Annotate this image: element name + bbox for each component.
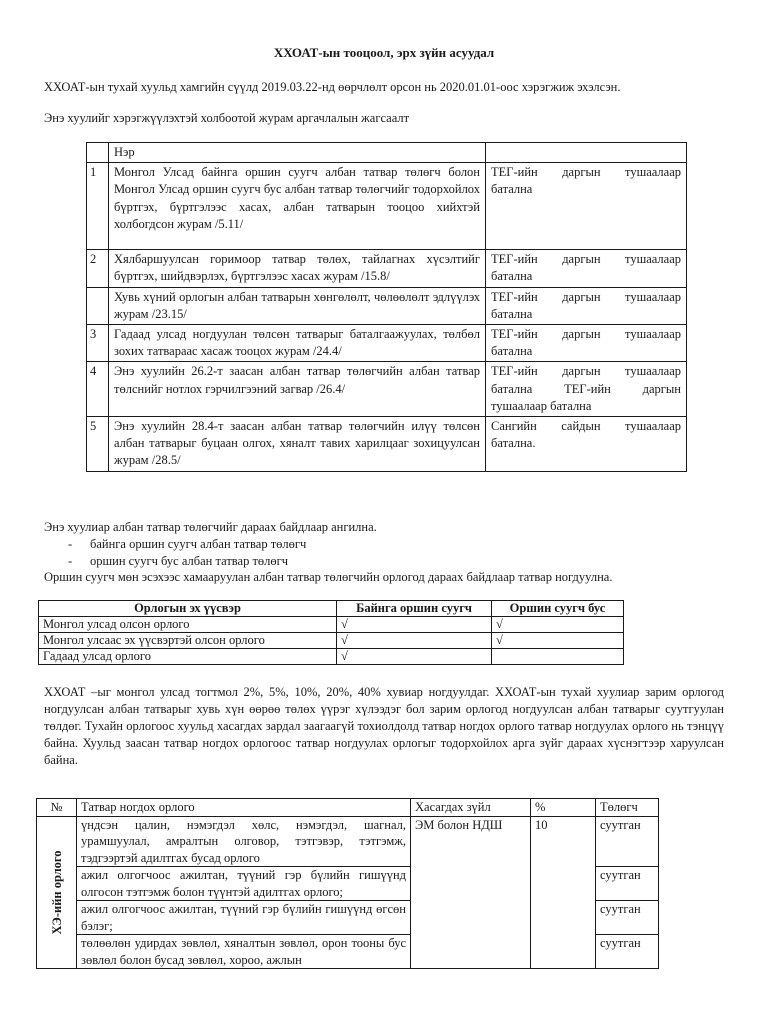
table-row bbox=[87, 325, 687, 362]
table-row bbox=[87, 362, 687, 417]
column-header-payer: Төлөгч bbox=[596, 799, 659, 817]
column-header-non-resident: Оршин суугч бус bbox=[492, 601, 624, 617]
approval-authority: ТЕГ-ийн даргын тушаалаар батална bbox=[486, 287, 687, 324]
payer-cell: суутган bbox=[596, 867, 659, 901]
table-row bbox=[87, 287, 687, 324]
approval-authority: ТЕГ-ийн даргын тушаалаар батална ТЕГ-ийн даргын тушаалаар батална bbox=[486, 362, 687, 417]
table-row bbox=[39, 633, 624, 649]
income-description: ажил олгогчоос ажилтан, түүний гэр бүлийн гишүүнд өгсөн бэлэг; bbox=[77, 901, 411, 935]
taxable-income-table bbox=[36, 798, 659, 969]
taxpayer-classification-intro: Энэ хуулиар албан татвар төлөгчийг дараах байдлаар ангилна. bbox=[44, 520, 377, 534]
table-header-row bbox=[87, 143, 687, 163]
regulation-name: Монгол Улсад байнга оршин суугч албан татвар төлөгч болон Монгол Улсад оршин суугч бус албан татвар төлөгчийг тодорхойлох бүртгэх, бүртгэлээс хасах, албан татварын тооцоо хийхтэй холбогдсон журам /5.11/ bbox=[109, 163, 486, 250]
regulation-name: Хувь хүний орлогын албан татварын хөнгөлөлт, чөлөөлөлт эдлүүлэх журам /23.15/ bbox=[109, 287, 486, 324]
deduction-cell: ЭМ болон НДШ bbox=[411, 816, 531, 969]
income-source-cell: Монгол улсаас эх үүсвэртэй олсон орлого bbox=[39, 633, 337, 649]
regulations-table bbox=[86, 142, 687, 472]
row-number bbox=[87, 287, 109, 324]
payer-cell: суутган bbox=[596, 901, 659, 935]
column-header-income-source: Орлогын эх үүсвэр bbox=[39, 601, 337, 617]
table-row bbox=[39, 649, 624, 665]
residency-note: Оршин суугч мөн эсэхээс хамааруулан албан татвар төлөгчийн орлогод дараах байдлаар татвар ногдуулна. bbox=[44, 570, 613, 584]
column-header-name: Нэр bbox=[109, 143, 486, 163]
approval-authority: ТЕГ-ийн даргын тушаалаар батална bbox=[486, 163, 687, 250]
table-row bbox=[87, 163, 687, 250]
resident-check: √ bbox=[337, 633, 492, 649]
income-description: үндсэн цалин, нэмэгдэл хөлс, нэмэгдэл, шагнал, урамшуулал, амралтын олговор, тэтгэвэр, тэтгэмж, тэдгээртэй адилтгах бусад орлого bbox=[77, 816, 411, 867]
income-source-cell: Монгол улсад олсон орлого bbox=[39, 617, 337, 633]
column-header-number: № bbox=[37, 799, 77, 817]
regulation-name: Гадаад улсад ногдуулан төлсөн татварыг баталгаажуулах, төлбөл зохих татвараас хасаж тооцох журам /24.4/ bbox=[109, 325, 486, 362]
list-item bbox=[68, 536, 306, 553]
intro-paragraph: ХХОАТ-ын тухай хуульд хамгийн сүүлд 2019.03.22-нд өөрчлөлт орсон нь 2020.01.01-оос хэрэгжиж эхэлсэн. bbox=[44, 80, 621, 94]
column-header-resident: Байнга оршин суугч bbox=[337, 601, 492, 617]
rate-cell: 10 bbox=[531, 816, 596, 969]
regulation-name: Энэ хуулийн 28.4-т заасан албан татвар төлөгчийн илүү төлсөн албан татварыг буцаан олгох, хяналт тавих харилцааг зохицуулсан журам /28.5/ bbox=[109, 417, 486, 472]
row-number: 4 bbox=[87, 362, 109, 417]
row-number: 3 bbox=[87, 325, 109, 362]
row-number: 2 bbox=[87, 250, 109, 287]
bullet-dash: - bbox=[68, 537, 73, 551]
row-number: 5 bbox=[87, 417, 109, 472]
column-header-deduction: Хасагдах зүйл bbox=[411, 799, 531, 817]
group-label-employment-income: ХЭ-ийн орлого bbox=[37, 816, 77, 969]
row-number: 1 bbox=[87, 163, 109, 250]
table-row bbox=[37, 816, 659, 867]
approval-authority: Сангийн сайдын тушаалаар батална. bbox=[486, 417, 687, 472]
list-item-text: байнга оршин суугч албан татвар төлөгч bbox=[90, 537, 307, 551]
non-resident-check: √ bbox=[492, 633, 624, 649]
income-source-table bbox=[38, 600, 624, 665]
tax-rate-paragraph: ХХОАТ –ыг монгол улсад тогтмол 2%, 5%, 10%, 20%, 40% хувиар ногдуулдаг. ХХОАТ-ын тухай хуулиар зарим орлогод ногдуулсан албан татварыг хувь хүн өөрөө төлөх үүрэг хүлээдэг бол зарим орлогод ногдуулсан албан татварыг суутгуулан төлдөг. Тухайн орлогоос хуульд хасагдах зардал заагаагүй тохиолдолд татвар ногдох орлого татвар ногдуулах орлого нь тэнцүү байна. Хуульд заасан татвар ногдох орлогоос татвар ногдуулах орлогыг тодорхойлох арга зүйг дараах хүснэгтээр харуулсан байна. bbox=[44, 685, 724, 767]
non-resident-check: √ bbox=[492, 617, 624, 633]
bullet-dash: - bbox=[68, 554, 73, 568]
table-cell bbox=[87, 143, 109, 163]
income-description: ажил олгогчоос ажилтан, түүний гэр бүлийн гишүүнд олгосон тэтгэмж болон түүнтэй адилтгах орлого; bbox=[77, 867, 411, 901]
regulation-name: Хялбаршуулсан горимоор татвар төлөх, тайлагнах хүсэлтийг бүртгэх, шийдвэрлэх, бүртгэлээс хасах журам /15.8/ bbox=[109, 250, 486, 287]
table-cell bbox=[486, 143, 687, 163]
resident-check: √ bbox=[337, 617, 492, 633]
regulation-name: Энэ хуулийн 26.2-т заасан албан татвар төлөгчийн албан татвар төлснийг нотлох гэрчилгээний загвар /26.4/ bbox=[109, 362, 486, 417]
approval-authority: ТЕГ-ийн даргын тушаалаар батална bbox=[486, 325, 687, 362]
table-row bbox=[39, 617, 624, 633]
approval-authority: ТЕГ-ийн даргын тушаалаар батална bbox=[486, 250, 687, 287]
non-resident-check bbox=[492, 649, 624, 665]
list-item-text: оршин суугч бус албан татвар төлөгч bbox=[90, 554, 289, 568]
regulations-list-heading: Энэ хуулийг хэрэгжүүлэхтэй холбоотой журам аргачлалын жагсаалт bbox=[44, 111, 410, 125]
column-header-percent: % bbox=[531, 799, 596, 817]
income-source-cell: Гадаад улсад орлого bbox=[39, 649, 337, 665]
payer-cell: суутган bbox=[596, 816, 659, 867]
table-row bbox=[87, 417, 687, 472]
document-title: ХХОАТ-ын тооцоол, эрх зүйн асуудал bbox=[273, 45, 495, 60]
income-description: төлөөлөн удирдах зөвлөл, хяналтын зөвлөл, орон тооны бус зөвлөл болон бусад зөвлөл, хороо, ажлын bbox=[77, 935, 411, 969]
column-header-taxable-income: Татвар ногдох орлого bbox=[77, 799, 411, 817]
table-row bbox=[87, 250, 687, 287]
table-header-row bbox=[37, 799, 659, 817]
resident-check: √ bbox=[337, 649, 492, 665]
payer-cell: суутган bbox=[596, 935, 659, 969]
table-header-row bbox=[39, 601, 624, 617]
list-item bbox=[68, 553, 288, 570]
